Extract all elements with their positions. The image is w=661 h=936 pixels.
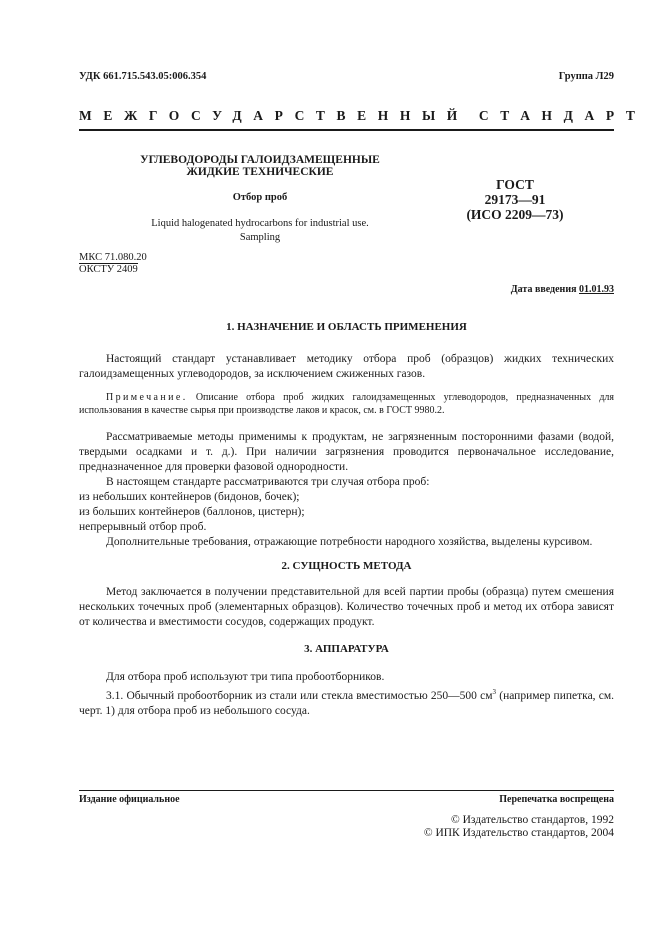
section-3-paragraph-1: Для отбора проб используют три типа пробоотборников.: [106, 671, 385, 683]
intro-date-value: 01.01.93: [579, 284, 614, 295]
banner-right: СТАНДАРТ: [478, 108, 647, 123]
udk-code: УДК 661.715.543.05:006.354: [79, 71, 207, 82]
section-1-title: 1. НАЗНАЧЕНИЕ И ОБЛАСТЬ ПРИМЕНЕНИЯ: [226, 321, 467, 333]
section-1-body: [79, 430, 614, 550]
title-line-2: ЖИДКИЕ ТЕХНИЧЕСКИЕ: [186, 166, 334, 178]
english-title: [100, 217, 420, 245]
introduction-date: [511, 284, 614, 295]
document-subtitle: Отбор проб: [232, 192, 288, 203]
iso-number: (ИСО 2209—73): [466, 207, 564, 222]
section-1-paragraph-2: Рассматриваемые методы применимы к продуктам, не загрязненным посторонними фазами (водой, твердыми осадками и т. д.). При наличии загрязнения проводится первоначальное исследование, предназначенное для проверки фазовой однородности.: [79, 431, 614, 473]
list-item: из небольших контейнеров (бидонов, бочек);: [79, 491, 300, 503]
classification-codes: [79, 252, 147, 275]
english-title-line-2: Sampling: [239, 232, 281, 243]
list-item: непрерывный отбор проб.: [79, 521, 207, 533]
section-3-title: 3. АППАРАТУРА: [304, 643, 389, 655]
standard-banner: [79, 108, 647, 124]
group-code: Группа Л29: [558, 71, 614, 82]
section-1-paragraph-4: Дополнительные требования, отражающие потребности народного хозяйства, выделены курсивом.: [106, 536, 593, 548]
section-1-note: [79, 391, 614, 417]
official-edition-label: Издание официальное: [79, 794, 180, 805]
document-title: [100, 154, 420, 178]
gost-number: 29173—91: [484, 192, 546, 207]
mks-code: МКС 71.080.20: [79, 252, 147, 263]
section-2-paragraph-1: Метод заключается в получении представительной для всей партии пробы (образца) путем смешения нескольких точечных проб (элементарных образцов). Количество точечных проб и метод их отбора зависят от количества и вместимости сосудов, содержащих продукт.: [79, 586, 614, 628]
gost-label: ГОСТ: [496, 177, 534, 192]
intro-date-label: Дата введения: [510, 284, 577, 295]
reprint-prohibited-label: Перепечатка воспрещена: [499, 794, 614, 805]
section-3-paragraph-2: 3.1. Обычный пробоотборник из стали или стекла вместимостью 250—500 $см^3$ (например пипетка, см. черт. 1) для отбора проб из небольшого сосуда.: [79, 688, 615, 717]
list-item: из больших контейнеров (баллонов, цистерн);: [79, 506, 305, 518]
footer-rule: [79, 790, 614, 791]
english-title-line-1: Liquid halogenated hydrocarbons for industrial use.: [151, 218, 369, 229]
section-2-title: 2. СУЩНОСТЬ МЕТОДА: [281, 560, 412, 572]
section-3-body: [79, 670, 614, 719]
note-label: Примечание.: [106, 392, 188, 403]
section-1-paragraph-3: В настоящем стандарте рассматриваются три случая отбора проб:: [106, 476, 430, 488]
section-1-paragraph-1: Настоящий стандарт устанавливает методику отбора проб (образцов) жидких технических галоидзамещенных углеводородов, за исключением сжиженных газов.: [79, 353, 614, 380]
gost-designation: [440, 177, 590, 222]
copyright-2: © ИПК Издательство стандартов, 2004: [423, 827, 614, 839]
copyright-block: [424, 814, 614, 840]
banner-left: МЕЖГОСУДАРСТВЕННЫЙ: [79, 108, 469, 123]
title-line-1: УГЛЕВОДОРОДЫ ГАЛОИДЗАМЕЩЕННЫЕ: [140, 154, 380, 166]
copyright-1: © Издательство стандартов, 1992: [450, 814, 614, 826]
header-rule: [79, 129, 614, 131]
okstu-code: ОКСТУ 2409: [79, 264, 138, 275]
note-text: Описание отбора проб жидких галоидзамещенных углеводородов, предназначенных для использования в качестве сырья при производстве лаков и красок, см. в ГОСТ 9980.2.: [79, 392, 614, 416]
